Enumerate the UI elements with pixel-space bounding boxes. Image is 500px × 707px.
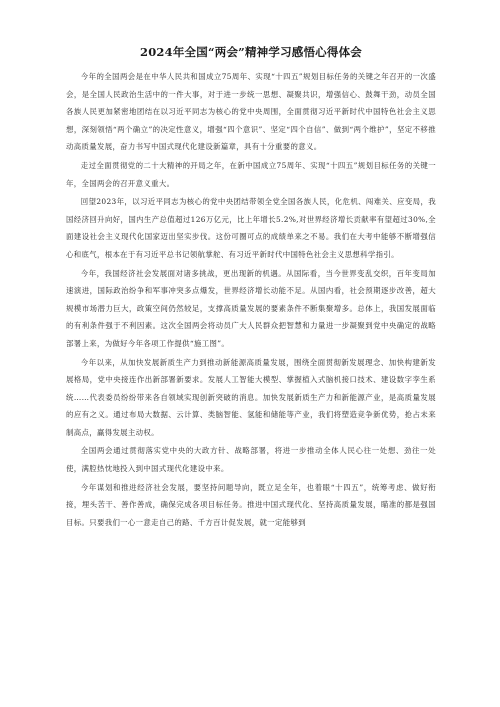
paragraph-6: 全国两会通过贯彻落实党中央的大政方针、战略部署，将进一步推动全体人民心往一处想、劲往一处使，满腔热忱地投入到中国式现代化建设中来。 bbox=[66, 446, 436, 474]
paragraph-7: 今年谋划和推进经济社会发展，要坚持问题导向，既立足全年，也着眼“十四五”，统筹考虑、做好衔接，埋头苦干、善作善成，确保完成各项目标任务。推进中国式现代化、坚持高质量发展，瞄准的都是强国目标。只要我们一心一意走自己的路、千方百计促发展，就一定能够到 bbox=[66, 482, 436, 527]
paragraph-3: 回望2023年，以习近平同志为核心的党中央团结带领全党全国各族人民，化危机、闯难关、应变局，我国经济回升向好，国内生产总值超过126万亿元，比上年增长5.2%,对世界经济增长贡献率有望超过30%,全面建设社会主义现代化国家迈出坚实步伐。这份可圈可点的成绩单来之不易。我们在大考中能够不断增强信心和底气，根本在于有习近平总书记领航掌舵、有习近平新时代中国特色社会主义思想科学指引。 bbox=[66, 197, 436, 259]
paragraph-5: 今年以来，从加快发展新质生产力到推动新能源高质量发展，围绕全面贯彻新发展理念、加快构建新发展格局，党中央接连作出新部署新要求。发展人工智能大模型、掌握植入式脑机接口技术、建设数字孪生系统……代表委员纷纷带来各自领域实现创新突破的消息。加快发展新质生产力和新能源产业，是高质量发展的应有之义。通过布局大数据、云计算、类脑智能、氢能和储能等产业，我们将塑造竞争新优势，抢占未来制高点，赢得发展主动权。 bbox=[66, 357, 436, 437]
paragraph-4: 今年，我国经济社会发展面对诸多挑战，更出现新的机遇。从国际看，当今世界变乱交织，百年变局加速演进，国际政治纷争和军事冲突多点爆发，世界经济增长动能不足。从国内看，社会预期逐步改善，超大规模市场潜力巨大，政策空间仍然较足，支撑高质量发展的要素条件不断集聚增多。总体上，我国发展面临的有利条件强于不利因素。这次全国两会将动员广大人民群众把智慧和力量进一步凝聚到党中央确定的战略部署上来，为做好今年各项工作提供“施工图”。 bbox=[66, 268, 436, 348]
document-title: 2024年全国“两会”精神学习感悟心得体会 bbox=[140, 45, 362, 59]
paragraph-1: 今年的全国两会是在中华人民共和国成立75周年、实现“十四五”规划目标任务的关键之年召开的一次盛会，是全国人民政治生活中的一件大事，对于进一步统一思想、凝聚共识，增强信心、鼓舞干劲，动员全国各族人民更加紧密地团结在以习近平同志为核心的党中央周围，全面贯彻习近平新时代中国特色社会主义思想，深刻领悟“两个确立”的决定性意义，增强“四个意识”、坚定“四个自信”、做到“两个维护”，坚定不移推动高质量发展，奋力书写中国式现代化建设新篇章，具有十分重要的意义。 bbox=[66, 72, 436, 152]
paragraph-2: 走过全面贯彻党的二十大精神的开局之年，在新中国成立75周年、实现“十四五”规划目标任务的关键一年，全国两会的召开意义重大。 bbox=[66, 160, 436, 188]
